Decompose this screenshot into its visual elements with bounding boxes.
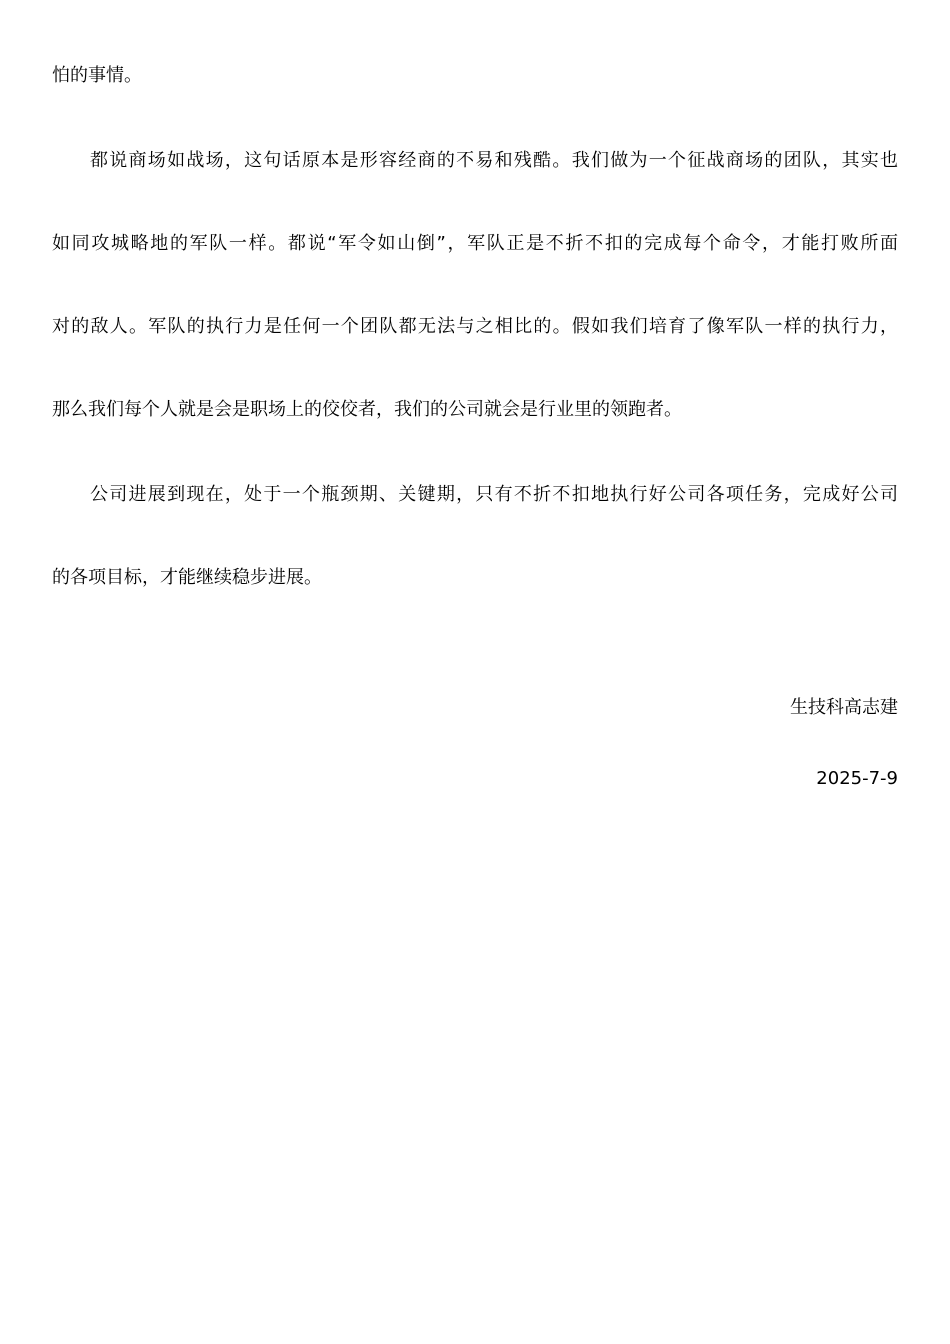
paragraph-1-line-2: 对的敌人。军队的执行力是任何一个团队都无法与之相比的。假如我们培育了像军队一样的执行力， (52, 316, 898, 337)
paragraph-2-line-1: 的各项目标，才能继续稳步进展。 (52, 567, 322, 588)
paragraph-2-line-0: 公司进展到现在，处于一个瓶颈期、关键期，只有不折不扣地执行好公司各项任务，完成好公司 (90, 484, 898, 505)
paragraph-0-line-0: 怕的事情。 (52, 65, 142, 86)
paragraph-1-line-3: 那么我们每个人就是会是职场上的佼佼者，我们的公司就会是行业里的领跑者。 (52, 399, 682, 420)
signature-date: 2025-7-9 (816, 768, 898, 789)
paragraph-1-line-0: 都说商场如战场，这句话原本是形容经商的不易和残酷。我们做为一个征战商场的团队，其实也 (90, 150, 898, 171)
paragraph-1-line-1: 如同攻城略地的军队一样。都说“军令如山倒”，军队正是不折不扣的完成每个命令，才能打败所面 (52, 233, 898, 254)
signature-author: 生技科高志建 (790, 697, 898, 718)
